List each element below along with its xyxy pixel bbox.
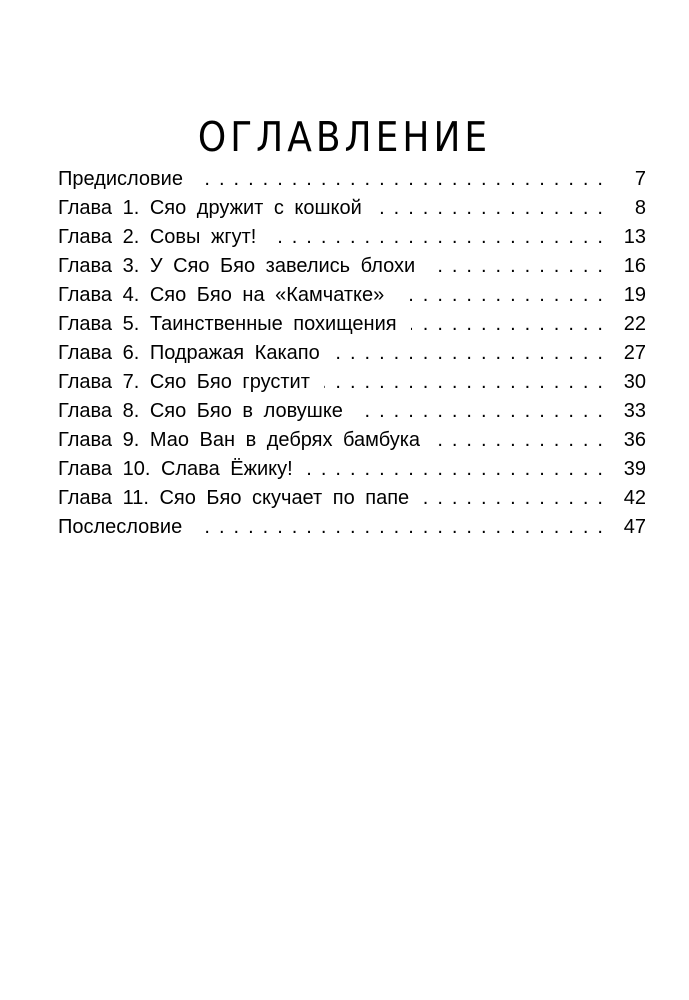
- dot-leader: [307, 455, 612, 484]
- toc-page-number: 13: [623, 226, 646, 248]
- toc-entry-title: Послесловие: [58, 516, 183, 538]
- toc-entry: [58, 281, 646, 310]
- dot-leader: [423, 484, 612, 513]
- table-of-contents: [58, 165, 646, 542]
- toc-page-number: 42: [623, 487, 646, 509]
- toc-entry: [58, 223, 646, 252]
- toc-entry-title: Глава 8. Сяо Бяо в ловушке: [58, 400, 343, 422]
- toc-entry-title: Глава 2. Совы жгут!: [58, 226, 257, 248]
- toc-entry-title: Глава 7. Сяо Бяо грустит: [58, 371, 310, 393]
- dot-leader: [429, 252, 612, 281]
- toc-entry-title: Глава 4. Сяо Бяо на «Камчатке»: [58, 284, 385, 306]
- toc-page-number: 27: [623, 342, 646, 364]
- toc-entry: [58, 484, 646, 513]
- page-title: ОГЛАВЛЕНИЕ: [197, 114, 492, 162]
- toc-entry: [58, 368, 646, 397]
- toc-entry: [58, 310, 646, 339]
- dot-leader: [197, 165, 612, 194]
- dot-leader: [411, 310, 612, 339]
- toc-entry-title: Глава 3. У Сяо Бяо завелись блохи: [58, 255, 416, 277]
- toc-entry-title: Глава 5. Таинственные похищения: [58, 313, 397, 335]
- dot-leader: [196, 513, 612, 542]
- toc-page-number: 7: [634, 168, 646, 190]
- toc-page-number: 8: [634, 197, 646, 219]
- toc-page-number: 39: [623, 458, 646, 480]
- toc-entry-title: Предисловие: [58, 168, 183, 190]
- toc-page-number: 47: [623, 516, 646, 538]
- toc-entry: [58, 397, 646, 426]
- toc-page-number: 36: [623, 429, 646, 451]
- toc-entry: [58, 252, 646, 281]
- toc-entry-title: Глава 11. Сяо Бяо скучает по папе: [58, 487, 410, 509]
- toc-page-number: 19: [623, 284, 646, 306]
- dot-leader: [270, 223, 612, 252]
- toc-entry: [58, 339, 646, 368]
- dot-leader: [357, 397, 612, 426]
- toc-entry: [58, 426, 646, 455]
- toc-entry-title: Глава 10. Слава Ёжику!: [58, 458, 293, 480]
- toc-page-number: 22: [623, 313, 646, 335]
- dot-leader: [334, 339, 612, 368]
- toc-entry: [58, 165, 646, 194]
- toc-entry-title: Глава 9. Мао Ван в дебрях бамбука: [58, 429, 421, 451]
- toc-entry-title: Глава 6. Подражая Какапо: [58, 342, 320, 364]
- dot-leader: [434, 426, 612, 455]
- toc-page-number: 16: [623, 255, 646, 277]
- toc-entry-title: Глава 1. Сяо дружит с кошкой: [58, 197, 362, 219]
- toc-page-number: 30: [623, 371, 646, 393]
- toc-entry: [58, 455, 646, 484]
- dot-leader: [376, 194, 612, 223]
- dot-leader: [324, 368, 612, 397]
- dot-leader: [398, 281, 612, 310]
- toc-entry: [58, 194, 646, 223]
- toc-page-number: 33: [623, 400, 646, 422]
- toc-entry: [58, 513, 646, 542]
